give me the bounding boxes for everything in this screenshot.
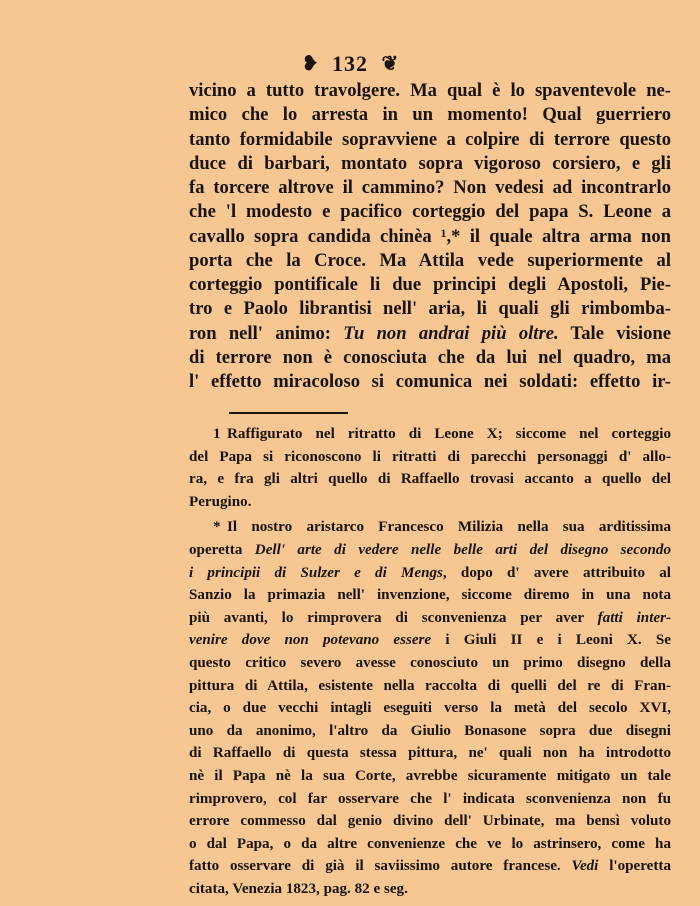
- text-line: duce di barbari, montato sopra vigoroso corsiero, e gli: [189, 152, 671, 174]
- text-run: Tale visione: [558, 322, 671, 344]
- footnote-line: * Il nostro aristarco Francesco Milizia nella sua arditissima: [189, 516, 671, 539]
- text-line: cavallo sopra candida chinèa ¹,* il quale altra arma non: [189, 225, 671, 247]
- footnote-line: o dal Papa, o da altre convenienze che ve lo astrinsero, come ha: [189, 835, 671, 852]
- text-line: vicino a tutto travolgere. Ma qual è lo spaventevole ne-: [189, 80, 671, 101]
- text-line: tro e Paolo librantisi nell' aria, li quali gli rimbomba-: [189, 298, 671, 320]
- left-ornament-icon: ❥: [301, 53, 319, 75]
- footnote-divider: [229, 412, 348, 414]
- footnote-marker: 1: [213, 426, 221, 442]
- page-header: [0, 50, 700, 78]
- footnote-line: Perugino.: [189, 493, 252, 510]
- main-text: [189, 79, 671, 394]
- quoted-phrase: venire dove non potevano essere: [189, 632, 432, 649]
- page-number: 132: [332, 51, 368, 76]
- footnote-line: questo critico severo avesse conosciuto un primo disegno della: [189, 654, 671, 671]
- text-line: [189, 322, 671, 346]
- footnote-line: venire dove non potevano essere i Giuli II e i Leoni X. Se: [189, 632, 671, 649]
- footnote-line: operetta Dell' arte di vedere nelle belle arti del disegno secondo: [189, 541, 671, 558]
- footnote-line: citata, Venezia 1823, pag. 82 e seg.: [189, 880, 408, 897]
- reference-word: Vedi: [571, 858, 599, 875]
- footnote-line: i principii di Sulzer e di Mengs, dopo d' avere attribuito al: [189, 564, 671, 581]
- text-line: fa torcere altrove il cammino? Non vedesi ad incontrarlo: [189, 177, 671, 198]
- text-line: che 'l modesto e pacifico corteggio del papa S. Leone a: [189, 201, 671, 223]
- quoted-phrase: fatti inter-: [597, 609, 671, 626]
- book-title: i principii di Sulzer e di Mengs: [189, 564, 443, 581]
- footnote-line: uno da anonimo, l'altro da Giulio Bonasone sopra due disegni: [189, 722, 671, 739]
- text-line: corteggio pontificale li due principi degli Apostoli, Pie-: [189, 274, 671, 295]
- text-line: di terrore non è conosciuta che da lui nel quadro, ma: [189, 346, 671, 368]
- footnote-line: nè il Papa nè la sua Corte, avrebbe sicuramente mitigato un tale: [189, 767, 671, 784]
- right-ornament-icon: ❦: [381, 53, 399, 75]
- footnote-line: pittura di Attila, esistente nella raccolta di quelli del re di Fran-: [189, 677, 671, 694]
- footnote-line: di Raffaello di questa stessa pittura, ne' quali non ha introdotto: [189, 745, 671, 762]
- footnote-line: fatto osservare di già il saviissimo autore francese. Vedi l'operetta: [189, 858, 671, 875]
- text-line: l' effetto miracoloso si comunica nei soldati: effetto ir-: [189, 371, 671, 392]
- footnote-line: 1 Raffigurato nel ritratto di Leone X; siccome nel corteggio: [189, 423, 671, 446]
- text-line: tanto formidabile sopravviene a colpire di terrore questo: [189, 128, 671, 150]
- quoted-speech: Tu non andrai più oltre.: [343, 322, 559, 344]
- footnote-line: errore commesso dal genio divino dell' Urbinate, ma bensì voluto: [189, 813, 671, 830]
- footnote-line: del Papa si riconoscono li ritratti di parecchi personaggi d' allo-: [189, 448, 671, 465]
- footnote-line: cia, o due vecchi intagli eseguiti verso la metà del secolo XVI,: [189, 700, 671, 717]
- text-line: porta che la Croce. Ma Attila vede superiormente al: [189, 249, 671, 271]
- footnote-marker: *: [213, 519, 221, 536]
- footnote-line: rimprovero, col far osservare che l' indicata sconvenienza non fu: [189, 790, 671, 807]
- footnote-line: Sanzio la primazia nell' invenzione, siccome diremo in una nota: [189, 587, 671, 604]
- footnotes: [189, 423, 671, 900]
- book-title: Dell' arte di vedere nelle belle arti del disegno secondo: [254, 541, 671, 558]
- text-run: ron nell' animo:: [189, 322, 344, 344]
- text-line: mico che lo arresta in un momento! Qual guerriero: [189, 104, 671, 126]
- footnote-line: più avanti, lo rimprovera di sconvenienza per aver fatti inter-: [189, 609, 671, 626]
- footnote-line: ra, e fra gli altri quello di Raffaello trovasi accanto a quello del: [189, 471, 671, 488]
